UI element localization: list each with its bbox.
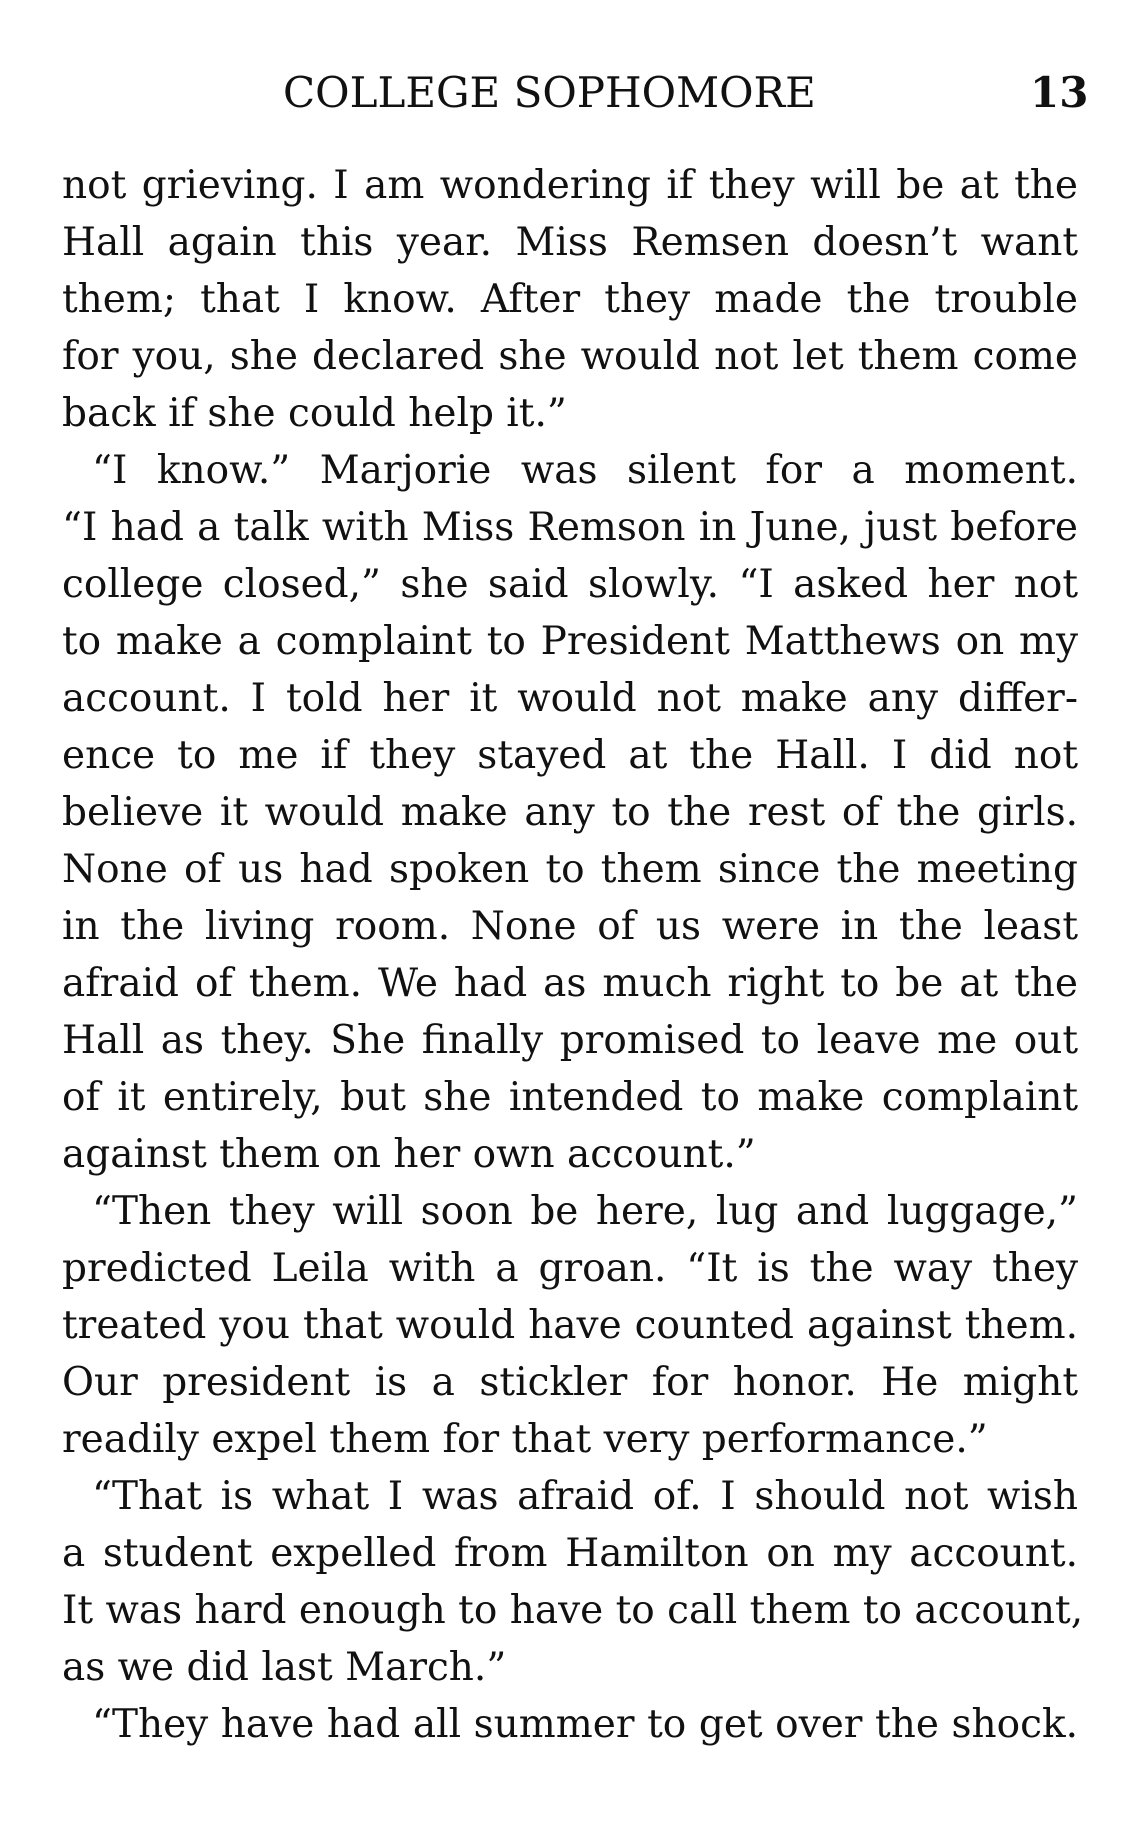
text-line: Hall as they. She finally promised to leave me out xyxy=(62,1018,1078,1063)
text-line: “I had a talk with Miss Remson in June, just before xyxy=(62,505,1078,550)
text-line: against them on her own account.” xyxy=(62,1132,756,1177)
text-line: predicted Leila with a groan. “It is the way they xyxy=(62,1246,1078,1291)
text-line: None of us had spoken to them since the meeting xyxy=(62,847,1078,892)
text-line: believe it would make any to the rest of the girls. xyxy=(62,790,1078,835)
text-line: to make a complaint to President Matthews on my xyxy=(62,619,1078,664)
text-line: It was hard enough to have to call them to account, xyxy=(62,1588,1084,1633)
text-line: “Then they will soon be here, lug and luggage,” xyxy=(92,1189,1078,1234)
text-line: afraid of them. We had as much right to be at the xyxy=(62,961,1078,1006)
text-line: not grieving. I am wondering if they will be at the xyxy=(62,163,1078,208)
text-line: of it entirely, but she intended to make complaint xyxy=(62,1075,1078,1120)
text-line: ence to me if they stayed at the Hall. I did not xyxy=(62,733,1078,778)
text-line: in the living room. None of us were in the least xyxy=(62,904,1078,949)
page-number: 13 xyxy=(1030,68,1089,117)
text-line: treated you that would have counted against them. xyxy=(62,1303,1078,1348)
text-line: college closed,” she said slowly. “I asked her not xyxy=(62,562,1078,607)
text-line: Hall again this year. Miss Remsen doesn’t want xyxy=(62,220,1078,265)
text-line: account. I told her it would not make any differ- xyxy=(62,676,1078,721)
running-head xyxy=(0,66,1142,120)
text-line: readily expel them for that very performance.” xyxy=(62,1417,988,1462)
text-line: “That is what I was afraid of. I should not wish xyxy=(92,1474,1078,1519)
text-line: as we did last March.” xyxy=(62,1645,507,1690)
text-line: for you, she declared she would not let them come xyxy=(62,334,1078,379)
text-line: a student expelled from Hamilton on my account. xyxy=(62,1531,1078,1576)
body-text xyxy=(62,157,1084,1753)
text-line: them; that I know. After they made the trouble xyxy=(62,277,1078,322)
text-line: “They have had all summer to get over the shock. xyxy=(92,1702,1078,1747)
text-line: “I know.” Marjorie was silent for a moment. xyxy=(92,448,1078,493)
text-line: back if she could help it.” xyxy=(62,391,567,436)
running-title: COLLEGE SOPHOMORE xyxy=(283,68,816,117)
text-line: Our president is a stickler for honor. He might xyxy=(62,1360,1078,1405)
